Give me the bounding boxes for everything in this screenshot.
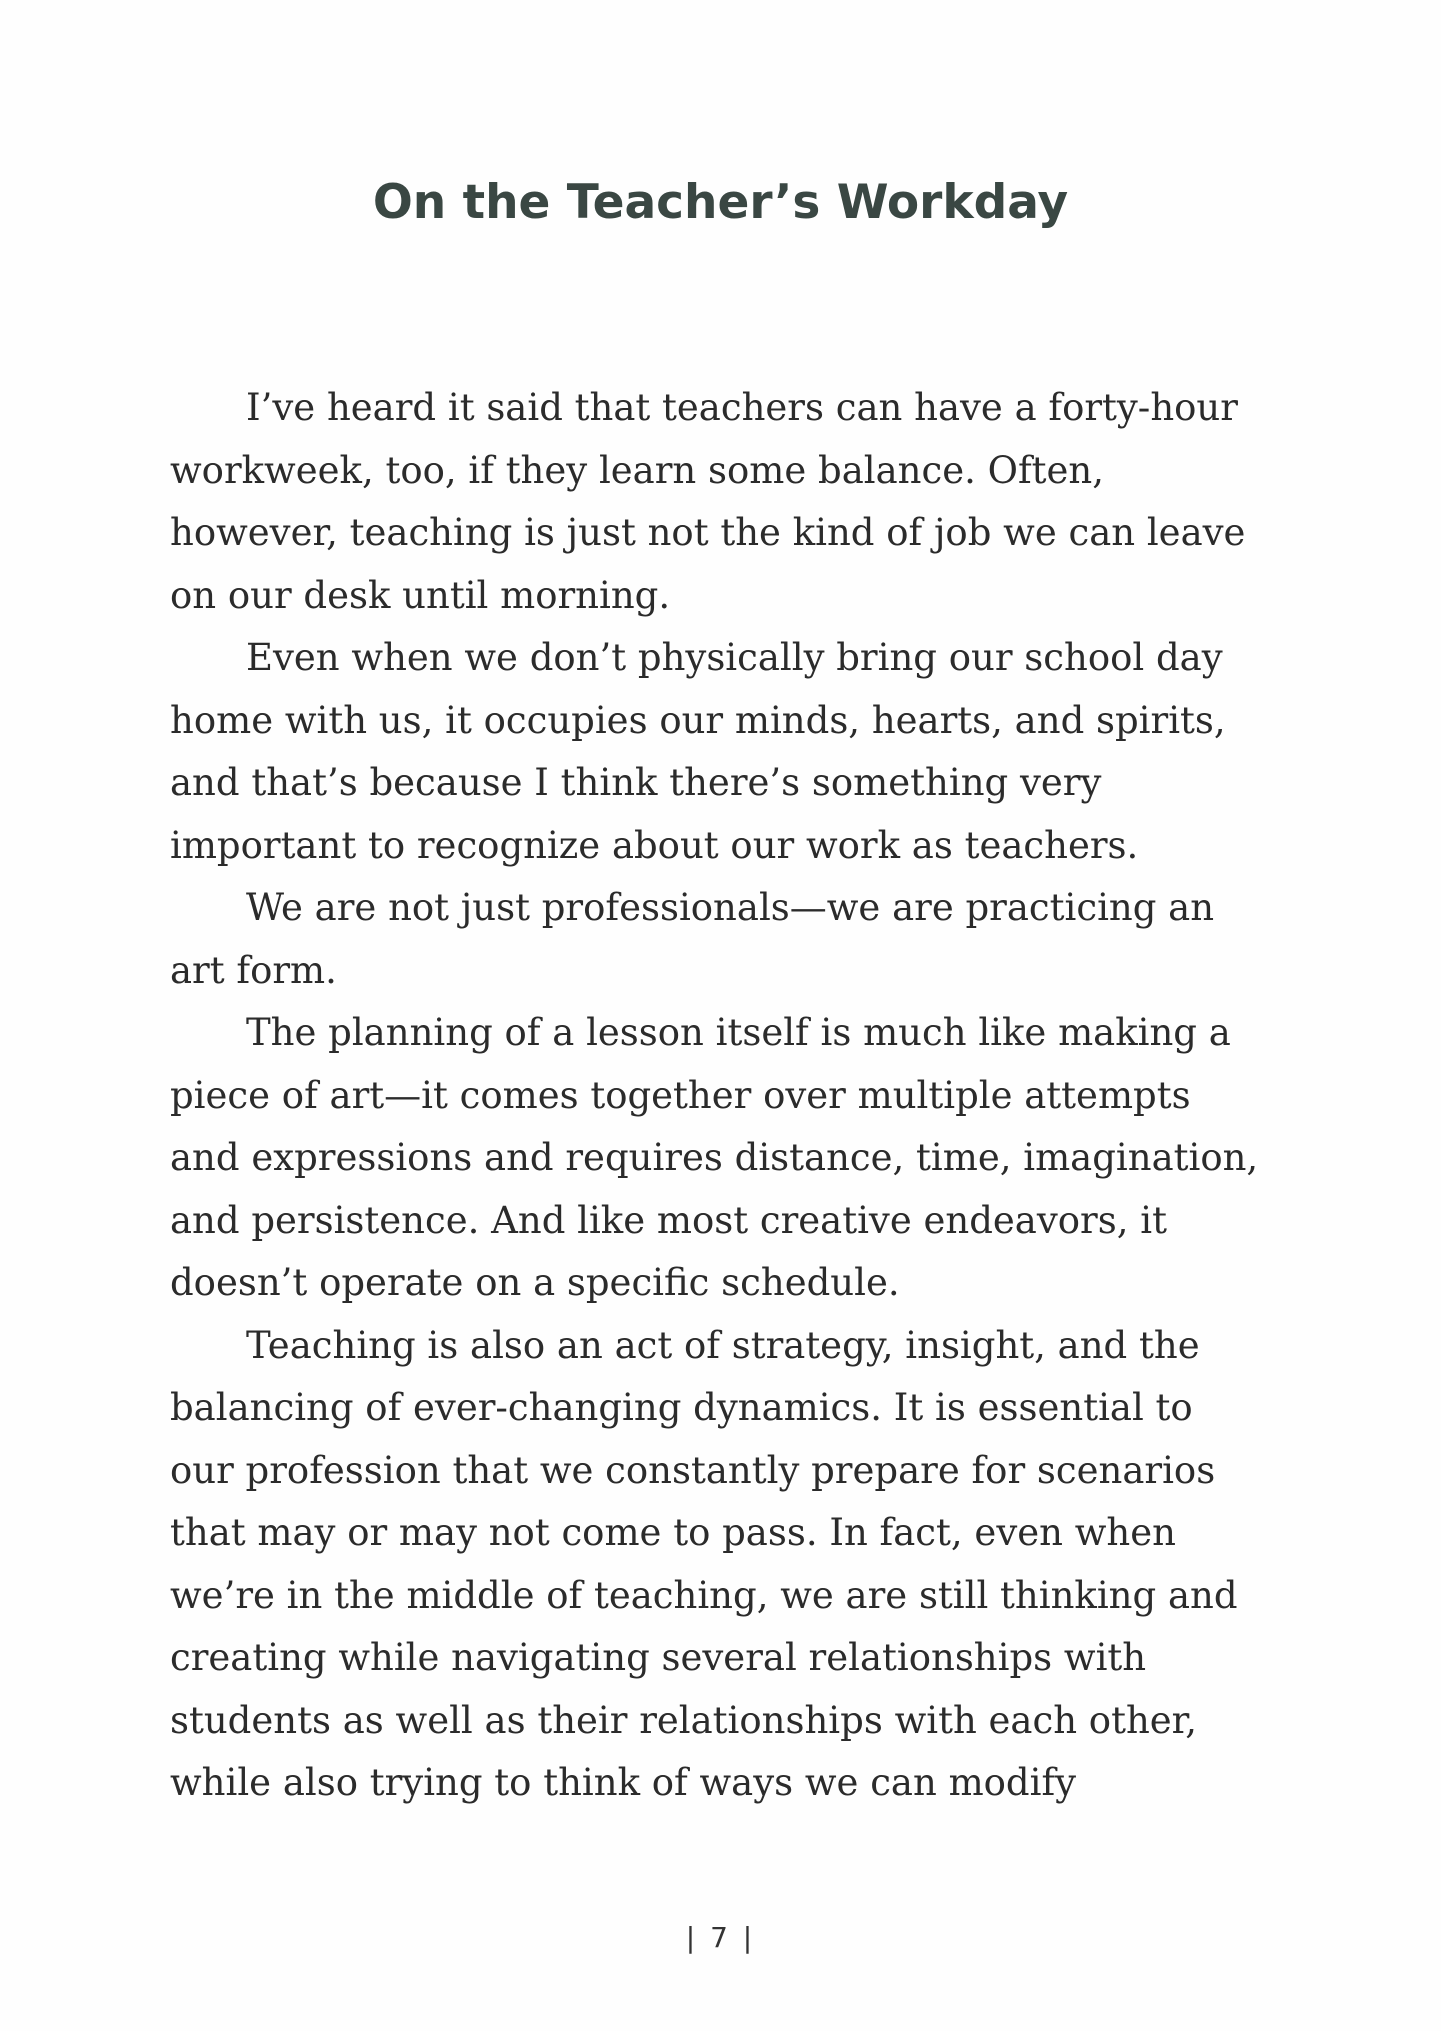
paragraph-3: We are not just professionals—we are practicing an art form.: [170, 886, 1215, 992]
paragraph-1: I’ve heard it said that teachers can have a forty-hour workweek, too, if they learn some balance. Often, however, teaching is just not the kind of job we can leave on our desk until morning.: [170, 386, 1246, 617]
paragraph-4: The planning of a lesson itself is much like making a piece of art—it comes together over multiple attempts and expressions and requires distance, time, imagination, and persistence. And like most creative endeavors, it doesn’t operate on a specific schedule.: [170, 1011, 1259, 1304]
paragraph-2: Even when we don’t physically bring our school day home with us, it occupies our minds, hearts, and spirits, and that’s because I think there’s something very important to recognize about our work as teachers.: [170, 636, 1226, 867]
page-number: | 7 |: [685, 1921, 756, 1954]
paragraph-5: Teaching is also an act of strategy, insight, and the balancing of ever-changing dynamics. It is essential to our profession that we constantly prepare for scenarios that may or may not come to pass. In fact, even when we’re in the middle of teaching, we are still thinking and creating while navigating several relationships with students as well as their relationships with each other, while also trying to think of ways we can modify: [170, 1323, 1238, 1804]
chapter-title: On the Teacher’s Workday: [372, 175, 1069, 230]
body-text: [170, 377, 1260, 1815]
